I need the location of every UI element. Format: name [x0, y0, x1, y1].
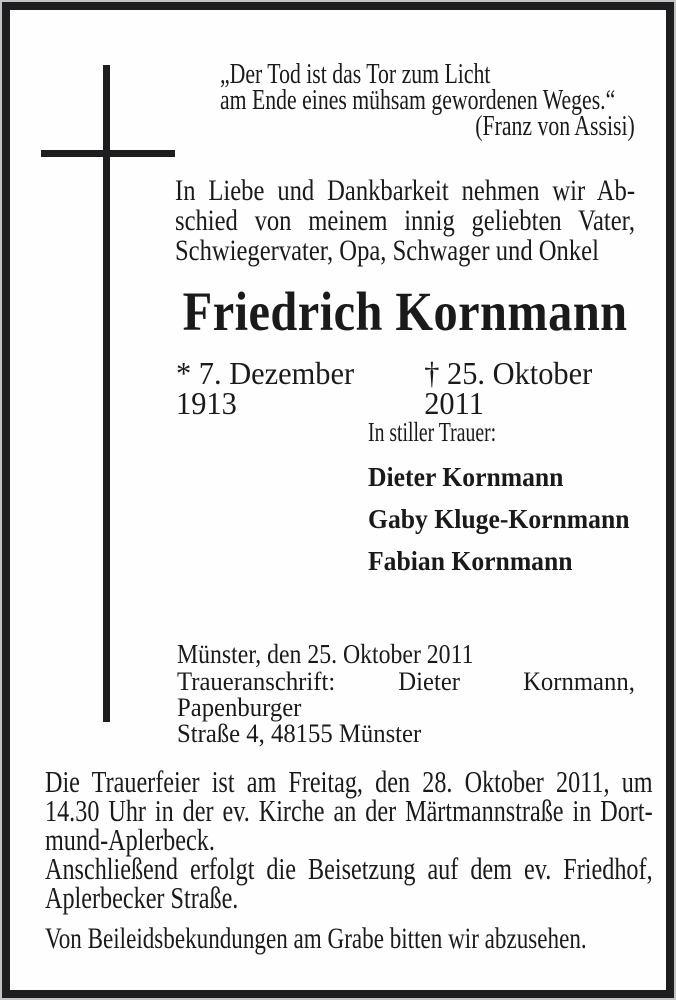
place-and-date: Münster, den 25. Oktober 2011: [177, 639, 474, 669]
mourning-block: [368, 419, 676, 588]
cross-vertical-bar: [103, 65, 110, 722]
quote-line: am Ende eines mühsam gewordenen Weges.“: [220, 84, 616, 116]
mourning-address-line: Straße 4, 48155 Münster: [177, 719, 422, 748]
funeral-line: mund-Aplerbeck.: [45, 822, 215, 857]
cross-horizontal-bar: [41, 150, 175, 157]
farewell-line: In Liebe und Dankbarkeit nehmen wir Ab-: [175, 174, 636, 207]
funeral-info-paragraph: [45, 764, 676, 915]
condolence-note: Von Beileidsbekundungen am Grabe bitten wir abzusehen.: [45, 922, 587, 955]
farewell-line: schied von meinem innig geliebten Vater,: [175, 204, 636, 237]
deceased-name: Friedrich Kornmann: [182, 281, 628, 342]
funeral-line: Anschließend erfolgt die Beisetzung auf dem ev. Friedhof,: [45, 851, 653, 886]
death-date: † 25. Oktober 2011: [424, 355, 593, 421]
mourner-name: Fabian Kornmann: [368, 546, 573, 576]
quote-line: „Der Tod ist das Tor zum Licht: [220, 58, 491, 90]
mourner-name: Gaby Kluge-Kornmann: [368, 504, 630, 534]
farewell-paragraph: [175, 176, 676, 266]
farewell-line: Schwiegervater, Opa, Schwager und Onkel: [175, 234, 599, 267]
mourner-name: Dieter Kornmann: [368, 462, 564, 492]
quote-attribution: (Franz von Assisi): [475, 110, 635, 142]
quote-block: [220, 58, 676, 142]
funeral-line: 14.30 Uhr in der ev. Kirche an der Märtmannstraße in Dort-: [45, 793, 653, 828]
mourning-address-line: Traueranschrift: Dieter Kornmann, Papenburger: [177, 667, 635, 722]
funeral-line: Aplerbecker Straße.: [45, 880, 239, 915]
mourning-intro: In stiller Trauer:: [368, 417, 497, 447]
place-and-address-block: [177, 640, 676, 747]
birth-date: * 7. Dezember 1913: [176, 355, 355, 421]
life-dates: [176, 355, 660, 421]
obituary-notice: [2, 2, 674, 998]
funeral-line: Die Trauerfeier ist am Freitag, den 28. Oktober 2011, um: [45, 764, 653, 799]
